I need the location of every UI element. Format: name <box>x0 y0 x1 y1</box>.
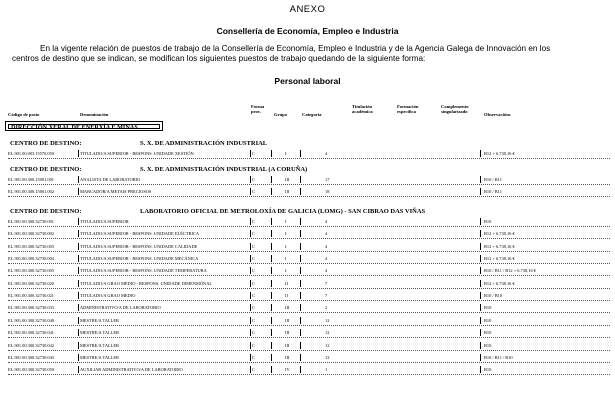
row-divider <box>8 374 610 375</box>
cell-separator <box>480 188 484 195</box>
row-forma: C <box>252 189 255 195</box>
cell-separator <box>271 188 275 195</box>
row-categoria: 1 <box>325 367 328 373</box>
row-denominacion: TITULADO/A SUPERIOR <box>80 219 129 224</box>
row-grupo: I <box>285 231 287 237</box>
row-observaciones: B12 + 6.738,16 € <box>484 151 515 156</box>
cell-separator <box>78 188 82 195</box>
cell-separator <box>250 176 254 183</box>
cell-separator <box>480 354 484 361</box>
row-categoria: 12 <box>325 342 330 348</box>
cell-separator <box>480 317 484 324</box>
col-header-complemento-l1: Complemento <box>441 104 469 109</box>
row-forma: C <box>252 354 255 360</box>
cell-separator <box>300 354 304 361</box>
row-divider <box>8 288 610 289</box>
row-divider <box>8 300 610 301</box>
cell-separator <box>300 188 304 195</box>
row-code: EL.901.00.300.32730.003 <box>8 243 54 249</box>
center-label: CENTRO DE DESTINO: <box>10 166 82 173</box>
cell-separator <box>78 267 82 274</box>
row-categoria: 7 <box>325 293 328 299</box>
row-observaciones: B12 + 6.738,16 € <box>484 280 515 286</box>
row-observaciones: B10 / B10 <box>484 293 503 299</box>
cell-separator <box>300 292 304 299</box>
row-categoria: 4 <box>325 256 328 262</box>
col-header-forma <box>251 104 264 114</box>
annex-title: ANEXO <box>289 4 326 15</box>
cell-separator <box>250 342 254 349</box>
row-grupo: I <box>285 219 287 224</box>
row-denominacion: ADMINISTRATIVO/A DE LABORATORIO <box>80 305 161 311</box>
center-name: S. X. DE ADMINISTRACIÓN INDUSTRIAL <box>140 140 268 147</box>
row-forma: C <box>252 151 255 156</box>
row-denominacion: ANALISTA DE LABORATORIO <box>80 177 141 182</box>
row-grupo: III <box>285 342 290 348</box>
intro-line-1: En la vigente relación de puestos de trabajo de la Consellería de Economía, Empleo e Industria y de la Agencia Galega de Innovación en los <box>40 44 551 53</box>
cell-separator <box>78 150 82 157</box>
row-grupo: II <box>285 293 288 299</box>
row-divider <box>8 312 610 313</box>
col-header-observaciones: Observacións <box>484 112 511 117</box>
row-divider <box>8 226 610 227</box>
cell-separator <box>78 329 82 336</box>
row-forma: C <box>252 219 255 224</box>
cell-separator <box>250 366 254 373</box>
row-denominacion: MESTRE/A TALLER <box>80 317 119 323</box>
row-grupo: I <box>285 268 287 274</box>
cell-separator <box>300 329 304 336</box>
row-observaciones: B10 <box>484 219 492 224</box>
cell-separator <box>78 366 82 373</box>
row-grupo: III <box>285 354 290 360</box>
cell-separator <box>480 342 484 349</box>
cell-separator <box>480 366 484 373</box>
row-categoria: 2 <box>325 305 328 311</box>
cell-separator <box>250 188 254 195</box>
cell-separator <box>78 218 82 225</box>
row-forma: C <box>252 268 255 274</box>
row-divider <box>8 184 610 185</box>
cell-separator <box>78 292 82 299</box>
row-code: EL.901.00.300.32730.041 <box>8 330 54 336</box>
row-forma: C <box>252 280 255 286</box>
row-categoria: 7 <box>325 280 328 286</box>
cell-separator <box>250 292 254 299</box>
row-observaciones: B10 / B11 <box>484 189 502 195</box>
cell-separator <box>271 342 275 349</box>
cell-separator <box>271 280 275 287</box>
row-grupo: III <box>285 330 290 336</box>
row-code: EL.901.00.300.15001.001 <box>8 177 54 182</box>
row-denominacion: MESTRE/A TALLER <box>80 330 119 336</box>
row-divider <box>8 158 610 159</box>
row-denominacion: AUXILIAR ADMINISTRATIVO/A DE LABORATORIO <box>80 367 183 373</box>
row-forma: C <box>252 317 255 323</box>
cell-separator <box>300 267 304 274</box>
col-header-formacion-l2: específica <box>397 109 416 114</box>
col-header-titulacion-l2: académica <box>352 109 373 114</box>
row-observaciones: B10 <box>484 305 492 311</box>
cell-separator <box>480 304 484 311</box>
row-code: EL.901.00.300.32730.042 <box>8 342 54 348</box>
row-denominacion: TITULADO/A SUPERIOR - RESPONS. UNIDADE TEMPERATURA <box>80 268 207 274</box>
cell-separator <box>78 354 82 361</box>
row-categoria: 4 <box>325 268 328 274</box>
cell-separator <box>78 317 82 324</box>
cell-separator <box>78 280 82 287</box>
row-denominacion: TITULADO/A GRAO MEDIO <box>80 293 136 299</box>
direccion-title: DIRECCIÓN XERAL DE ENERXÍA E MINAS <box>8 124 160 129</box>
intro-line-2: centros de destino que se indican, se modifican los siguientes puestos de trabajo quedando de la siguiente forma: <box>12 54 426 63</box>
center-name: LABORATORIO OFICIAL DE METROLOXÍA DE GALICIA (LOMG) - SAN CIBRAO DAS VIÑAS <box>140 208 426 215</box>
cell-separator <box>271 243 275 250</box>
row-grupo: III <box>285 177 290 182</box>
row-denominacion: TITULADO/A GRAO MEDIO - RESPONS. UNIDADE DIMENSIÓNAL <box>80 280 213 286</box>
col-header-formacion <box>397 104 418 114</box>
cell-separator <box>250 150 254 157</box>
cell-separator <box>271 366 275 373</box>
row-forma: C <box>252 243 255 249</box>
cell-separator <box>480 292 484 299</box>
cell-separator <box>78 243 82 250</box>
cell-separator <box>300 243 304 250</box>
row-grupo: I <box>285 256 287 262</box>
row-code: EL.901.00.300.32730.050 <box>8 367 54 373</box>
cell-separator <box>300 255 304 262</box>
row-denominacion: TITULADO/A SUPERIOR - RESPONS. UNIDADE CALIDADE <box>80 243 198 249</box>
row-forma: C <box>252 256 255 262</box>
row-divider <box>8 263 610 264</box>
row-forma: C <box>252 231 255 237</box>
cell-separator <box>250 329 254 336</box>
cell-separator <box>271 267 275 274</box>
col-header-grupo: Grupo <box>274 112 288 117</box>
row-code: EL.901.00.300.32730.033 <box>8 305 54 311</box>
row-observaciones: B10 / B11 / B10 <box>484 354 513 360</box>
row-observaciones: B12 + 6.738,16 € <box>484 231 515 237</box>
cell-separator <box>480 329 484 336</box>
row-denominacion: TITULADO/A SUPERIOR - RESPONS. UNIDADE XESTIÓN <box>80 151 194 156</box>
row-categoria: 4 <box>325 231 328 237</box>
row-code: EL.901.00.003.15570.050 <box>8 151 54 156</box>
row-categoria: 12 <box>325 330 330 336</box>
cell-separator <box>271 230 275 237</box>
row-observaciones: B10 / B11 <box>484 177 502 182</box>
row-denominacion: MESTRE/A TALLER <box>80 354 119 360</box>
cell-separator <box>78 255 82 262</box>
row-code: EL.901.00.300.32730.004 <box>8 256 54 262</box>
center-name: S. X. DE ADMINISTRACIÓN INDUSTRIAL (A CORUÑA) <box>140 166 308 173</box>
cell-separator <box>250 255 254 262</box>
cell-separator <box>300 342 304 349</box>
row-categoria: 4 <box>325 243 328 249</box>
col-header-titulacion <box>352 104 373 114</box>
row-divider <box>8 362 610 363</box>
row-divider <box>8 350 610 351</box>
row-denominacion: MARCADOR/A METAIS PRECIOSOS <box>80 189 152 195</box>
row-forma: C <box>252 330 255 336</box>
cell-separator <box>300 304 304 311</box>
cell-separator <box>300 230 304 237</box>
cell-separator <box>480 218 484 225</box>
row-forma: C <box>252 305 255 311</box>
row-forma: C <box>252 367 255 373</box>
cell-separator <box>250 354 254 361</box>
row-observaciones: B10 <box>484 317 492 323</box>
col-header-codigo: Código de posto <box>8 112 40 117</box>
row-categoria: 18 <box>325 189 330 195</box>
row-forma: C <box>252 177 255 182</box>
col-header-forma-l1: Forma <box>251 104 265 109</box>
cell-separator <box>250 317 254 324</box>
col-header-complemento-l2: singularizado <box>441 109 468 114</box>
cell-separator <box>250 218 254 225</box>
section-subtitle: Personal laboral <box>274 76 341 86</box>
row-code: EL.901.00.300.32730.002 <box>8 231 54 237</box>
row-grupo: I <box>285 243 287 249</box>
row-observaciones: B10 <box>484 342 492 348</box>
cell-separator <box>480 230 484 237</box>
cell-separator <box>271 176 275 183</box>
cell-separator <box>271 218 275 225</box>
row-code: EL.901.00.300.32730.005 <box>8 268 54 274</box>
row-denominacion: MESTRE/A TALLER <box>80 342 119 348</box>
cell-separator <box>480 280 484 287</box>
row-divider <box>8 325 610 326</box>
row-categoria: 12 <box>325 354 330 360</box>
cell-separator <box>300 218 304 225</box>
row-observaciones: B12 + 6.738,16 € <box>484 243 515 249</box>
cell-separator <box>300 366 304 373</box>
row-denominacion: TITULADO/A SUPERIOR - RESPONS. UNIDADE MECÁNICA <box>80 256 199 262</box>
col-header-formacion-l1: Formación <box>397 104 419 109</box>
cell-separator <box>300 280 304 287</box>
cell-separator <box>480 150 484 157</box>
cell-separator <box>78 230 82 237</box>
row-code: EL.901.00.300.32730.043 <box>8 354 54 360</box>
cell-separator <box>250 304 254 311</box>
row-observaciones: B10 / B11 / B12 + 6.738,16 € <box>484 268 536 274</box>
row-divider <box>8 275 610 276</box>
row-grupo: IV <box>285 367 290 373</box>
row-grupo: III <box>285 317 290 323</box>
cell-separator <box>300 317 304 324</box>
cell-separator <box>480 267 484 274</box>
cell-separator <box>271 304 275 311</box>
row-categoria: 4 <box>325 151 328 156</box>
cell-separator <box>78 176 82 183</box>
cell-separator <box>250 267 254 274</box>
col-header-complemento <box>441 104 469 114</box>
row-forma: C <box>252 293 255 299</box>
cell-separator <box>480 176 484 183</box>
row-observaciones: B12 + 6.738,16 € <box>484 256 515 262</box>
row-grupo: III <box>285 189 290 195</box>
cell-separator <box>480 255 484 262</box>
direccion-box <box>5 121 163 131</box>
cell-separator <box>271 150 275 157</box>
row-grupo: I <box>285 151 287 156</box>
col-header-titulacion-l1: Titulación <box>352 104 373 109</box>
row-forma: C <box>252 342 255 348</box>
row-code: EL.901.00.300.32730.040 <box>8 317 54 323</box>
row-denominacion: TITULADO/A SUPERIOR - RESPONS. UNIDADE ELÉCTRICA <box>80 231 200 237</box>
row-observaciones: B10 <box>484 330 492 336</box>
cell-separator <box>271 354 275 361</box>
cell-separator <box>250 230 254 237</box>
row-categoria: 17 <box>325 177 330 182</box>
cell-separator <box>271 329 275 336</box>
col-header-forma-l2: prov. <box>251 109 261 114</box>
cell-separator <box>271 317 275 324</box>
row-code: EL.901.00.300.32730.020 <box>8 280 54 286</box>
row-code: EL.901.00.300.32730.021 <box>8 293 54 299</box>
row-divider <box>8 337 610 338</box>
cell-separator <box>271 255 275 262</box>
col-header-denominacion: Denominación <box>80 112 109 117</box>
cell-separator <box>300 176 304 183</box>
row-observaciones: B10 <box>484 367 492 373</box>
row-grupo: II <box>285 280 288 286</box>
cell-separator <box>271 292 275 299</box>
cell-separator <box>250 243 254 250</box>
row-divider <box>8 196 610 197</box>
cell-separator <box>480 243 484 250</box>
center-label: CENTRO DE DESTINO: <box>10 140 82 147</box>
row-divider <box>8 238 610 239</box>
row-categoria: 4 <box>325 219 328 224</box>
row-divider <box>8 251 610 252</box>
row-grupo: III <box>285 305 290 311</box>
cell-separator <box>78 304 82 311</box>
row-code: EL.901.00.300.15001.002 <box>8 189 54 195</box>
cell-separator <box>250 280 254 287</box>
cell-separator <box>300 150 304 157</box>
col-header-categoria: Categoría <box>302 112 322 117</box>
conselleria-heading: Consellería de Economía, Empleo e Industria <box>216 26 399 36</box>
row-categoria: 12 <box>325 317 330 323</box>
row-code: EL.901.00.300.32730.001 <box>8 219 54 224</box>
cell-separator <box>78 342 82 349</box>
center-label: CENTRO DE DESTINO: <box>10 208 82 215</box>
